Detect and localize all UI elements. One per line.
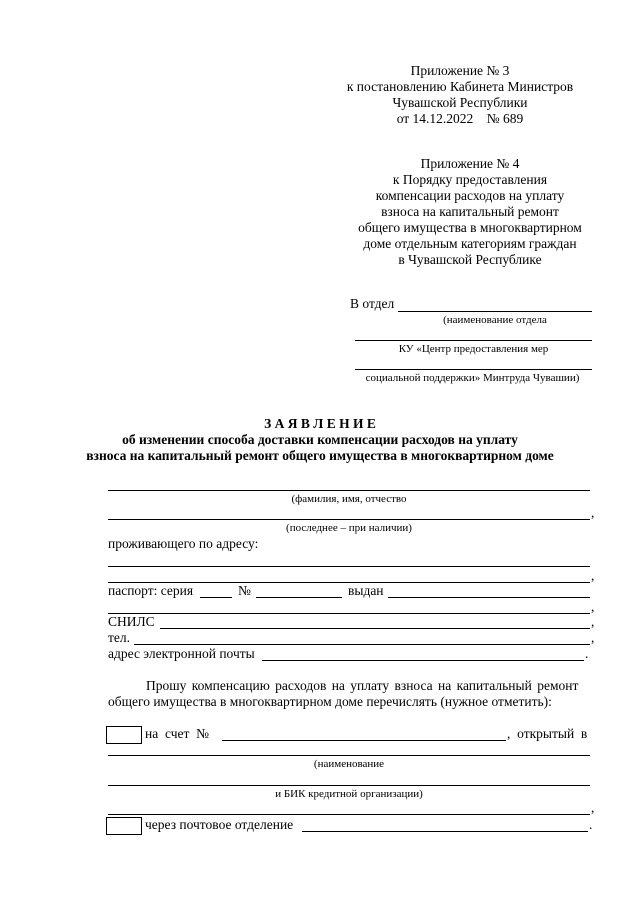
comma: , — [591, 800, 595, 815]
passport-series-field[interactable] — [200, 597, 232, 598]
account-label: на счет № — [145, 726, 209, 741]
fio-line[interactable] — [108, 490, 590, 491]
document-subtitle-1: об изменении способа доставки компенсации расходов на уплату — [122, 432, 518, 447]
opened-in-label: , открытый в — [507, 726, 588, 741]
bank-bik-line[interactable] — [108, 785, 590, 786]
appendix4-line: взноса на капитальный ремонт — [381, 204, 559, 219]
to-department-label: В отдел — [350, 296, 395, 311]
document-subtitle-2: взноса на капитальный ремонт общего имущества в многоквартирном доме — [86, 448, 554, 463]
appendix4-line: доме отдельным категориям граждан — [363, 236, 577, 251]
passport-issued-line-2[interactable] — [108, 613, 590, 614]
appendix3-date: от 14.12.2022 № 689 — [396, 111, 524, 126]
comma: , — [591, 599, 595, 614]
address-line-1[interactable] — [108, 566, 590, 567]
comma: , — [591, 630, 595, 645]
appendix3-line2: Чувашской Республики — [392, 95, 528, 110]
patronymic-hint: (последнее – при наличии) — [286, 522, 412, 534]
center-name: КУ «Центр предоставления мер — [398, 343, 549, 355]
period: . — [585, 646, 589, 661]
passport-number-label: № — [238, 583, 251, 598]
appendix4-line: к Порядку предоставления — [392, 172, 548, 187]
appendix4-line: в Чувашской Республике — [398, 252, 542, 267]
period: . — [589, 817, 593, 832]
bank-name-line[interactable] — [108, 755, 590, 756]
email-field[interactable] — [262, 660, 584, 661]
department-hint: (наименование отдела — [443, 314, 547, 326]
address-label: проживающего по адресу: — [108, 536, 259, 551]
snils-label: СНИЛС — [108, 614, 155, 629]
phone-field[interactable] — [134, 644, 590, 645]
document-title: З А Я В Л Е Н И Е — [264, 416, 376, 431]
bank-hint-2: и БИК кредитной организации) — [275, 788, 423, 800]
fio-hint: (фамилия, имя, отчество — [291, 493, 407, 505]
passport-series-label: паспорт: серия — [108, 583, 194, 598]
post-office-checkbox[interactable] — [106, 817, 142, 835]
bank-extra-line[interactable] — [108, 814, 590, 815]
appendix3-line1: к постановлению Кабинета Министров — [346, 79, 574, 94]
department-line-2[interactable] — [355, 340, 592, 341]
post-office-field[interactable] — [302, 831, 588, 832]
bank-hint-1: (наименование — [313, 758, 385, 770]
passport-issued-field[interactable] — [388, 597, 590, 598]
appendix4-line: общего имущества в многоквартирном — [358, 220, 582, 235]
appendix4-title: Приложение № 4 — [420, 156, 520, 171]
fio-line-2[interactable] — [108, 519, 590, 520]
ministry-name: социальной поддержки» Минтруда Чувашии) — [365, 372, 580, 384]
account-number-field[interactable] — [222, 740, 506, 741]
email-label: адрес электронной почты — [108, 646, 255, 661]
appendix4-line: компенсации расходов на уплату — [375, 188, 565, 203]
department-line[interactable] — [398, 311, 592, 312]
request-line-1: Прошу компенсацию расходов на уплату взноса на капитальный ремонт — [146, 678, 579, 693]
passport-number-field[interactable] — [256, 597, 342, 598]
comma: , — [591, 568, 595, 583]
account-checkbox[interactable] — [106, 726, 142, 744]
comma: , — [591, 614, 595, 629]
passport-issued-label: выдан — [348, 583, 384, 598]
post-office-label: через почтовое отделение — [145, 817, 294, 832]
comma: , — [591, 505, 595, 520]
appendix3-title: Приложение № 3 — [410, 63, 510, 78]
request-line-2: общего имущества в многоквартирном доме перечислять (нужное отметить): — [108, 694, 552, 709]
snils-field[interactable] — [160, 628, 590, 629]
phone-label: тел. — [108, 630, 131, 645]
department-line-3[interactable] — [355, 369, 592, 370]
